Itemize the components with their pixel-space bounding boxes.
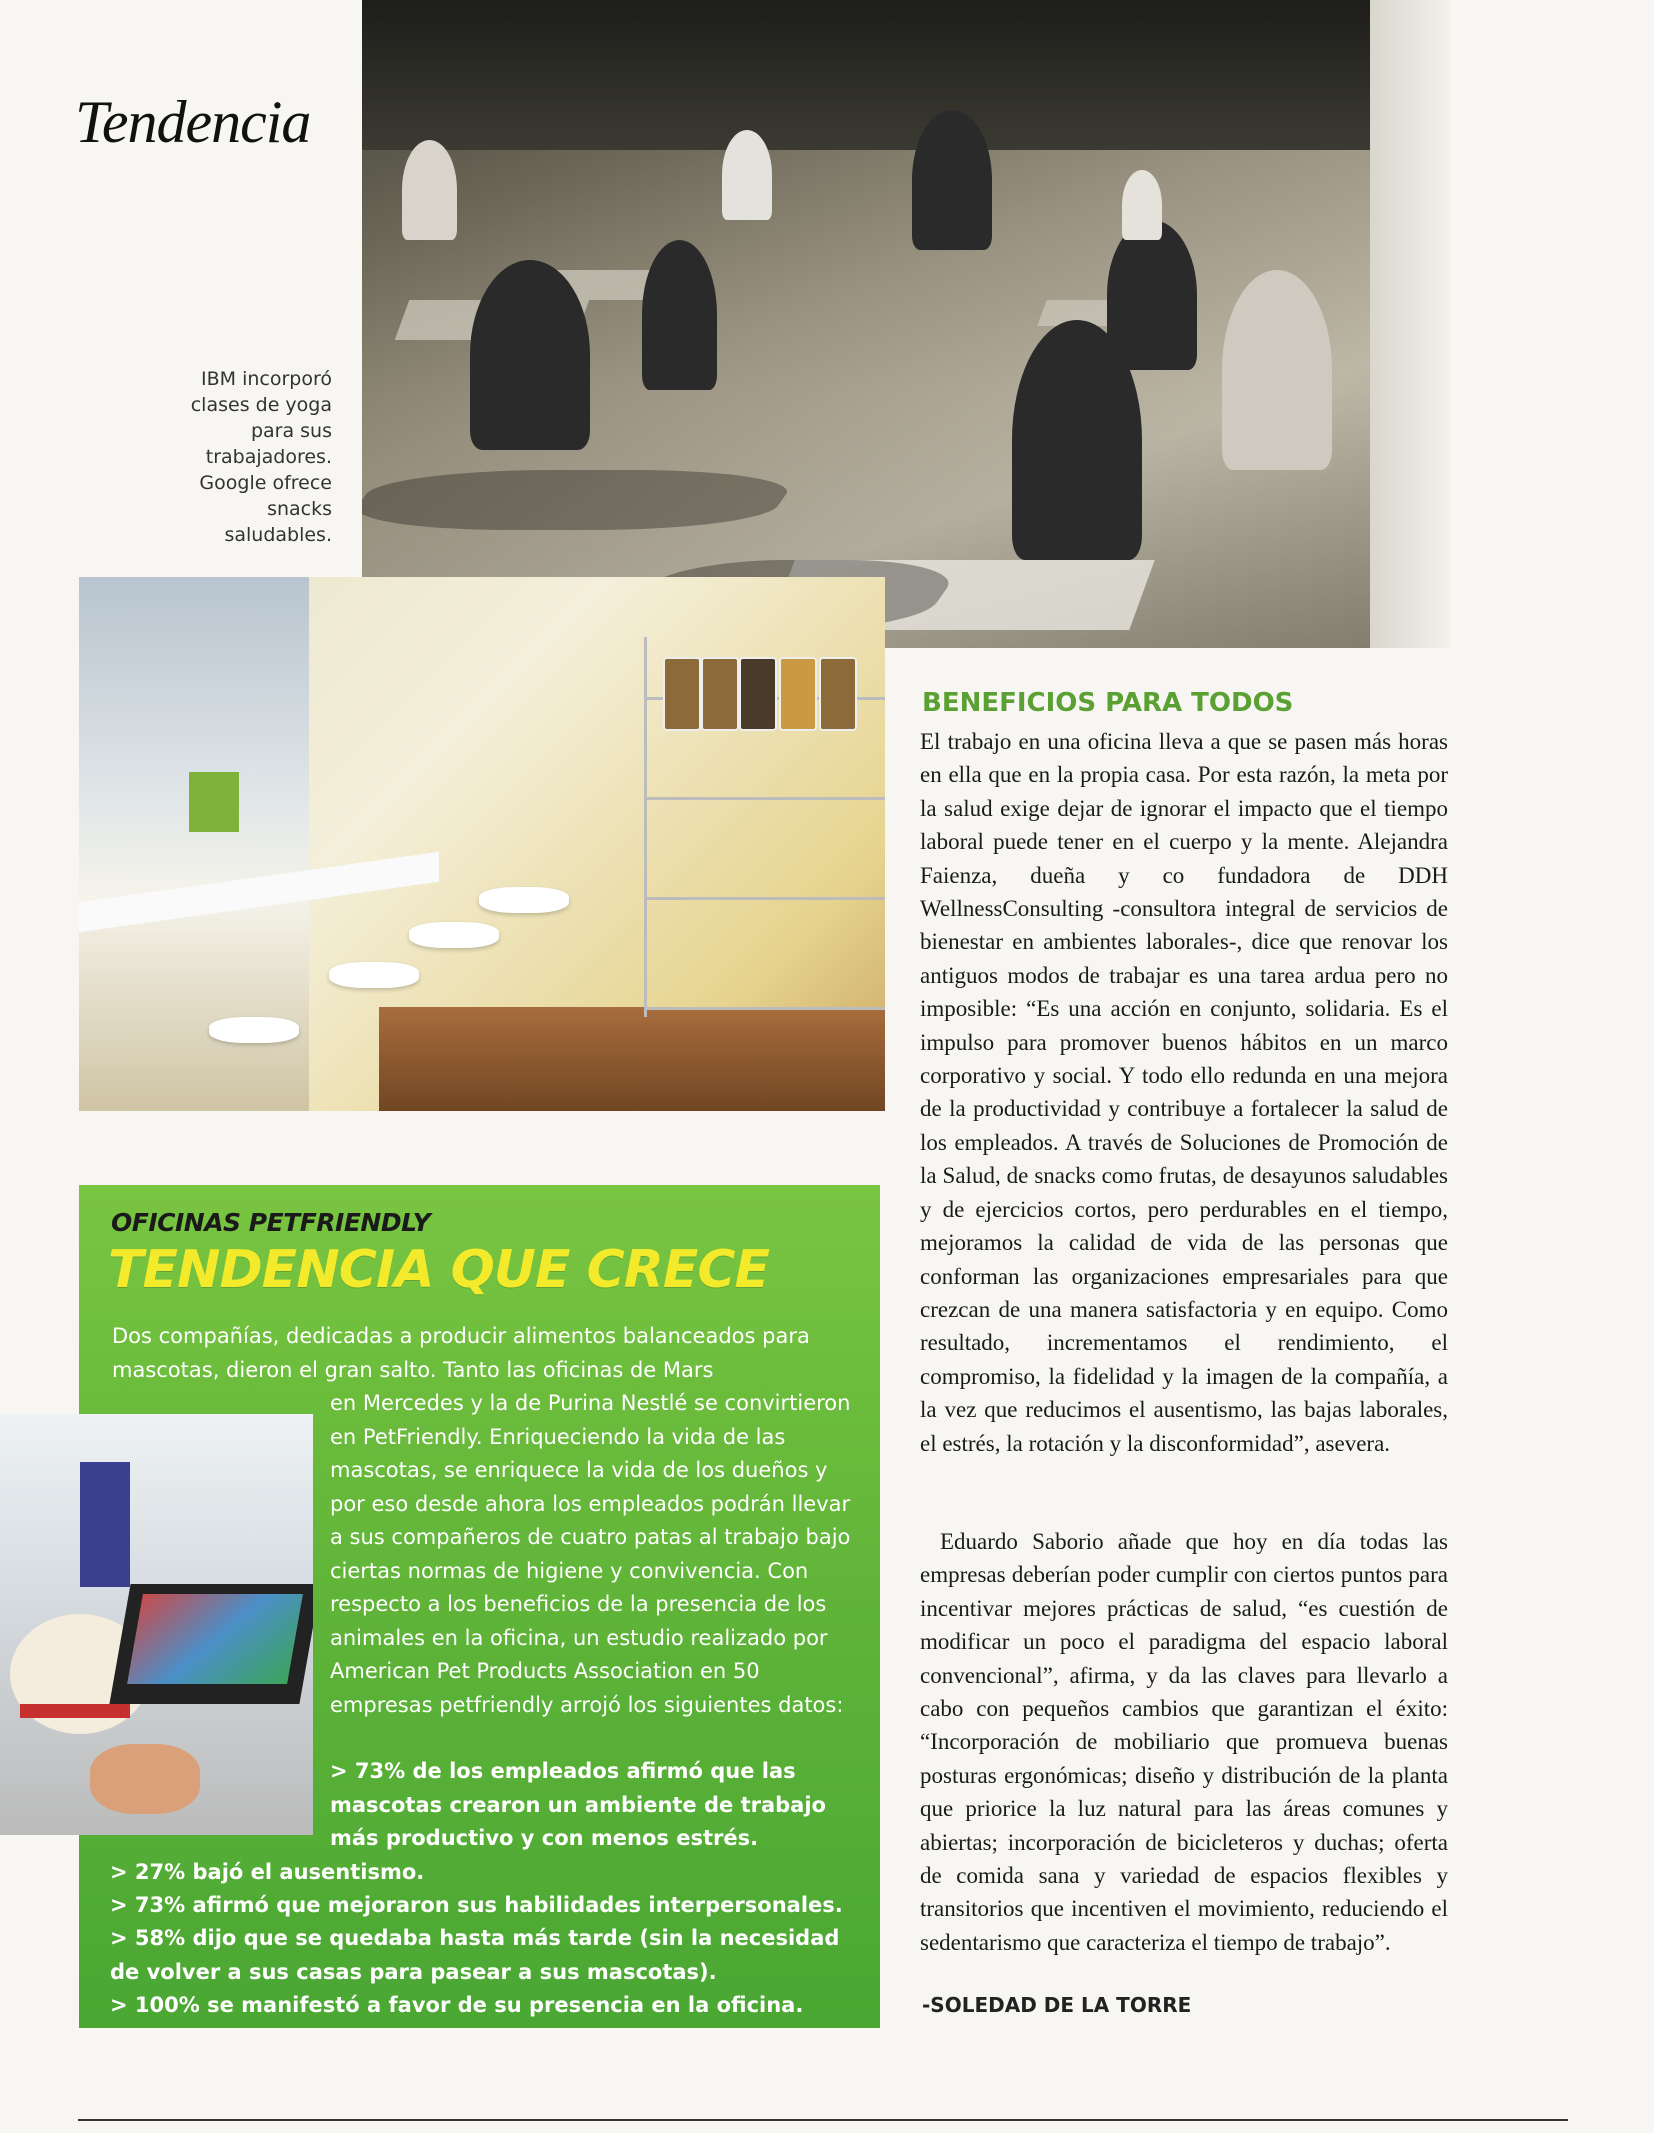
article-heading: BENEFICIOS PARA TODOS [922,688,1294,718]
stat-item: > 27% bajó el ausentismo. [110,1860,425,1884]
sidebar-intro: Dos compañías, dedicadas a producir alimentos balanceados para mascotas, dieron el gran salto. Tanto las oficinas de Mars [112,1324,810,1382]
author-byline: -SOLEDAD DE LA TORRE [922,1993,1192,2017]
sidebar-body: en Mercedes y la de Purina Nestlé se convirtieron en PetFriendly. Enriqueciendo la vida de las mascotas, se enriquece la vida de los dueños y por eso desde ahora los empleados podrán llevar a sus compañeros de cuatro patas al trabajo bajo ciertas normas de higiene y convivencia. Con respecto a los beneficios de la presencia de los animales en la oficina, un estudio realizado por American Pet Products Association en 50 empresas petfriendly arrojó los siguientes datos: [330,1391,851,1717]
sidebar-kicker: OFICINAS PETFRIENDLY [111,1208,431,1237]
photo-caption: IBM incorporó clases de yoga para sus trabajadores. Google ofrece snacks saludables. [190,368,332,546]
article-paragraph: Eduardo Saborio añade que hoy en día todas las empresas deberían poder cumplir con ciertos puntos para incentivar mejores prácticas de salud, “es cuestión de modificar un poco el paradigma del espacio laboral convencional”, afirma, y da las claves para llevarlo a cabo con pequeños cambios que garantizan el éxito: “Incorporación de mobiliario que promueva buenas posturas ergonómicas; diseño y distribución de la planta que priorice la luz natural para las áreas comunes y abiertas; incorporación de bicicleteros y duchas; oferta de comida sana y variedad de espacios flexibles y transitorios que incentiven el movimiento, reduciendo el sedentarismo que caracteriza el tiempo de trabajo”. [920,1529,1448,1955]
stat-item: > 73% afirmó que mejoraron sus habilidades interpersonales. [110,1893,843,1917]
stat-item: > 100% se manifestó a favor de su presencia en la oficina. [110,1993,804,2017]
stat-item: > 73% de los empleados afirmó que las mascotas crearon un ambiente de trabajo más productivo y con menos estrés. [330,1759,826,1850]
yoga-class-photo [362,0,1450,648]
section-title: Tendencia [75,89,311,155]
page-bottom-rule [78,2119,1568,2121]
stat-item: > 58% dijo que se quedaba hasta más tarde (sin la necesidad de volver a sus casas para pasear a sus mascotas). [110,1926,840,1984]
sidebar-headline: TENDENCIA QUE CRECE [108,1240,770,1300]
dog-office-photo [0,1414,313,1835]
article-paragraph: El trabajo en una oficina lleva a que se pasen más horas en ella que en la propia casa. Por esta razón, la meta por la salud exige dejar de ignorar el impacto que el tiempo laboral puede tener en el cuerpo y la mente. Alejandra Faienza, dueña y co fundadora de DDH WellnessConsulting -consultora integral de servicios de bienestar en ambientes laborales-, dice que renovar los antiguos modos de trabajar es una tarea ardua pero no imposible: “Es una acción en conjunto, solidaria. Es el impulso para promover buenos hábitos en un marco corporativo y social. Y todo ello redunda en una mejora de la productividad y contribuye a fortalecer la salud de los empleados. A través de Soluciones de Promoción de la Salud, de snacks como frutas, de desayunos saludables y de ejercicios cortos, pero perdurables en el tiempo, mejoramos la calidad de vida de las personas que conforman las organizaciones empresariales para que crezcan de una manera satisfactoria y en equipo. Como resultado, incrementamos el rendimiento, el compromiso, la fidelidad y la imagen de la compañía, a la vez que reducimos el ausentismo, las bajas laborales, el estrés, la rotación y la disconformidad”, asevera. [920,729,1448,1456]
snack-area-photo [79,577,885,1111]
